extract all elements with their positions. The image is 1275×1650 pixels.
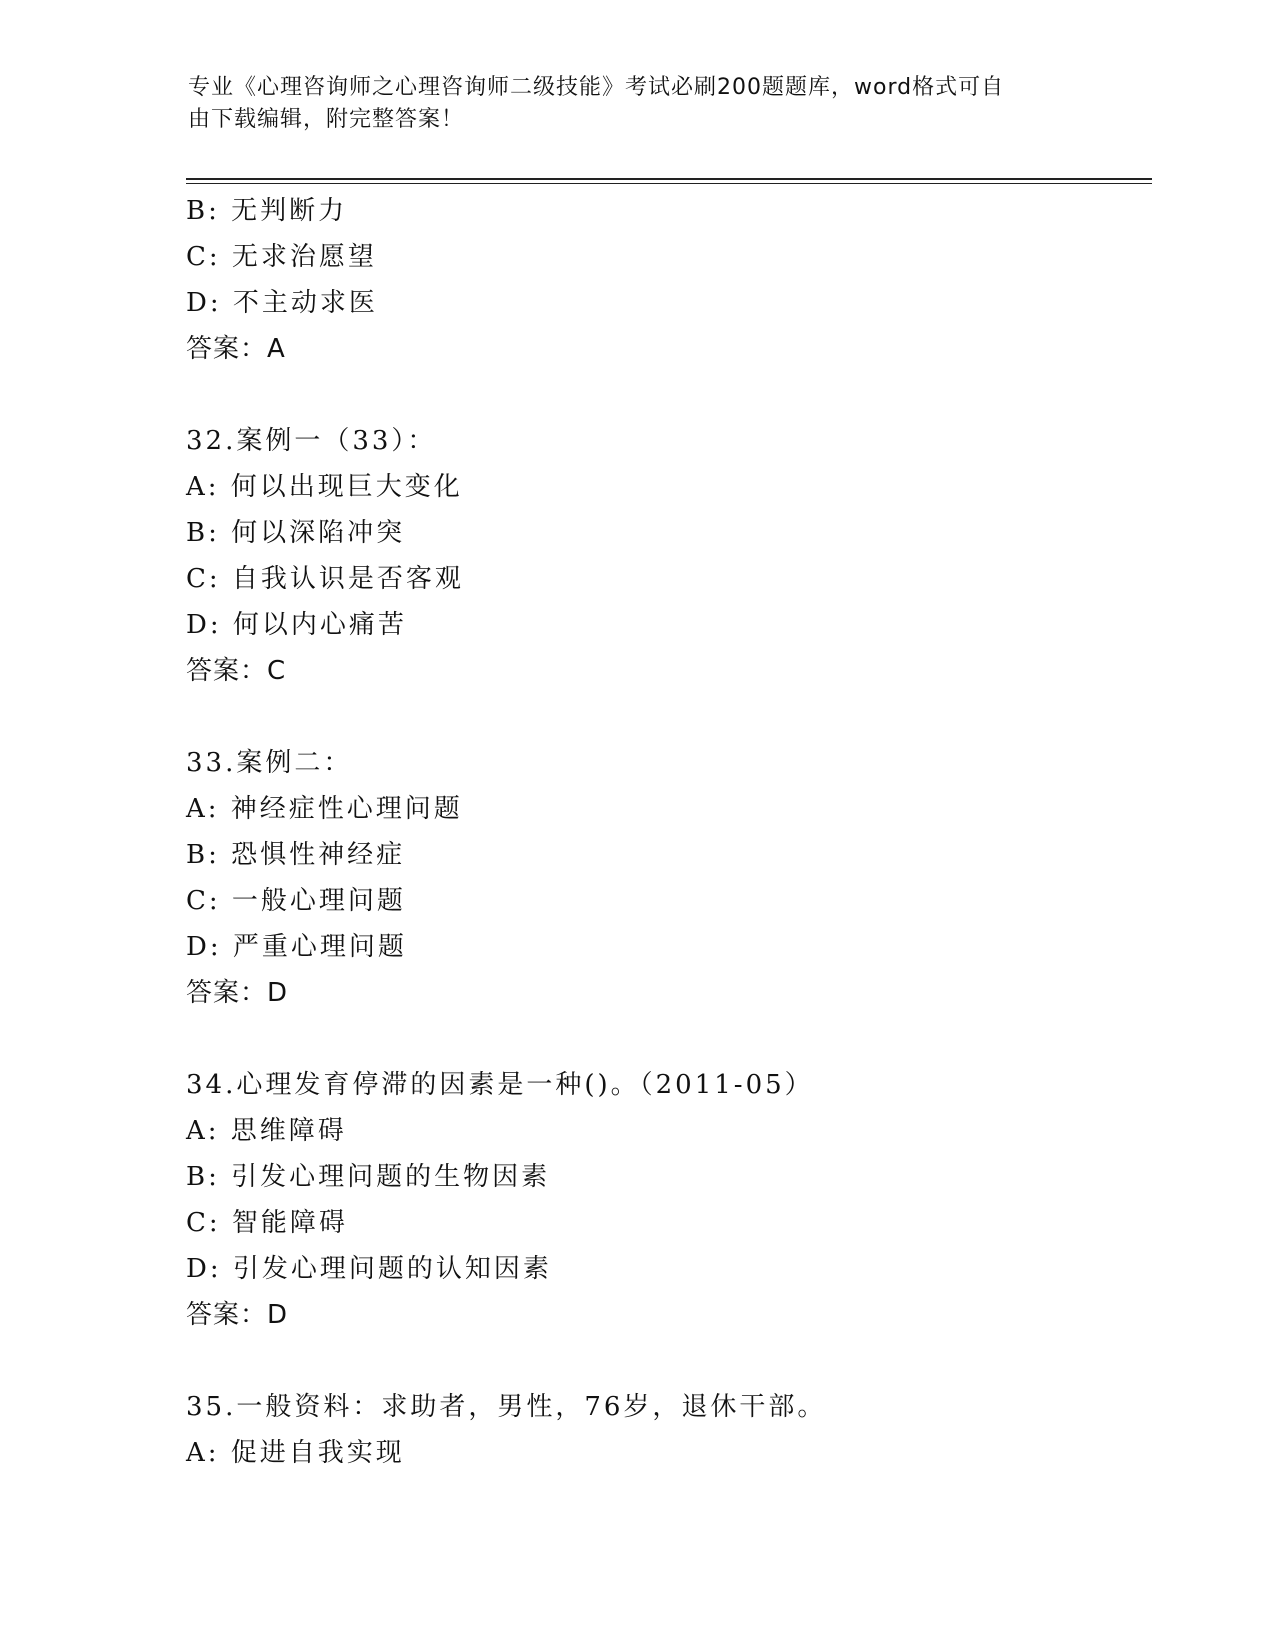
header-rule-thin [186, 183, 1152, 184]
option-a: A: 何以出现巨大变化 [186, 472, 463, 502]
option-b: B: 引发心理问题的生物因素 [186, 1162, 551, 1192]
option-c: C: 自我认识是否客观 [186, 564, 464, 594]
option-c: C: 智能障碍 [186, 1208, 348, 1238]
question-32 [186, 418, 1146, 694]
answer-line: 答案：A [186, 334, 286, 364]
spacer [186, 372, 1146, 418]
question-stem: 35.一般资料：求助者，男性，76岁，退休干部。 [186, 1392, 827, 1422]
question-stem: 33.案例二： [186, 748, 353, 778]
option-d: D: 何以内心痛苦 [186, 610, 407, 640]
question-31-continued [186, 188, 1146, 372]
option-a: A: 神经症性心理问题 [186, 794, 463, 824]
option-c: C: 无求治愿望 [186, 242, 377, 272]
question-34 [186, 1062, 1146, 1338]
answer-line: 答案：D [186, 1300, 289, 1330]
header-rule-thick [186, 178, 1152, 180]
question-35 [186, 1384, 1146, 1476]
header-line-1: 专业《心理咨询师之心理咨询师二级技能》考试必刷200题题库，word格式可自 [188, 75, 1005, 100]
spacer [186, 694, 1146, 740]
option-a: A: 思维障碍 [186, 1116, 347, 1146]
question-33 [186, 740, 1146, 1016]
spacer [186, 1016, 1146, 1062]
option-d: D: 引发心理问题的认知因素 [186, 1254, 552, 1284]
spacer [186, 1338, 1146, 1384]
question-stem: 34.心理发育停滞的因素是一种()。（2011-05） [186, 1070, 814, 1100]
option-d: D: 不主动求医 [186, 288, 378, 318]
option-a: A: 促进自我实现 [186, 1438, 405, 1468]
option-b: B: 恐惧性神经症 [186, 840, 406, 870]
option-c: C: 一般心理问题 [186, 886, 406, 916]
option-b: B: 无判断力 [186, 196, 348, 226]
document-header [188, 72, 1068, 136]
answer-line: 答案：D [186, 978, 289, 1008]
question-list [186, 188, 1146, 1476]
header-line-2: 由下载编辑，附完整答案！ [188, 107, 465, 132]
question-stem: 32.案例一（33）： [186, 426, 437, 456]
option-b: B: 何以深陷冲突 [186, 518, 406, 548]
option-d: D: 严重心理问题 [186, 932, 407, 962]
answer-line: 答案：C [186, 656, 287, 686]
